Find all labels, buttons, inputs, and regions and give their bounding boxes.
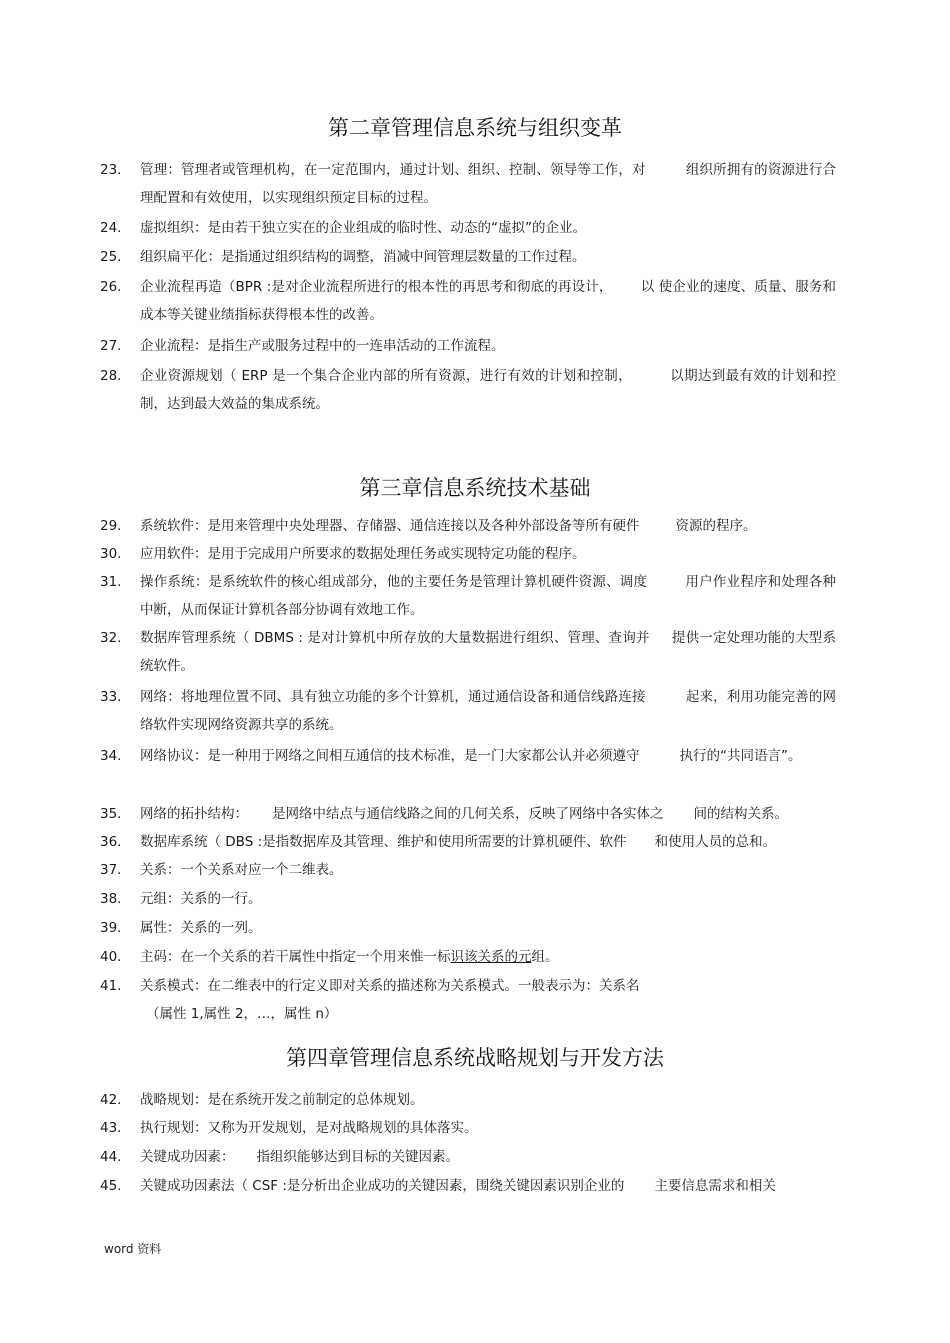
page-footer: word 资料 <box>104 1242 162 1256</box>
item-text: 关键成功因素法（ CSF :是分析出企业成功的关键因素，围绕关键因素识别企业的 <box>140 1178 625 1194</box>
list-item <box>100 1086 836 1114</box>
list-item <box>100 273 836 329</box>
item-text: 网络的拓扑结构： <box>140 806 248 822</box>
item-text: 组。 <box>531 949 559 965</box>
item-number: 30. <box>100 546 122 562</box>
item-number: 34. <box>100 748 122 764</box>
list-item <box>100 624 836 680</box>
item-text: 资源的程序。 <box>675 518 757 534</box>
item-number: 26. <box>100 279 122 295</box>
item-number: 24. <box>100 220 122 236</box>
item-text: 元组：关系的一行。 <box>140 891 262 907</box>
item-text-underlined: 识该关系的元 <box>450 949 532 965</box>
item-number: 39. <box>100 920 122 936</box>
item-text: 组织所拥有的资源进行合理配置和有效使用，以实现组织预定目标的过程。 <box>140 162 837 206</box>
item-text: 关系：一个关系对应一个二维表。 <box>140 862 343 878</box>
item-number: 41. <box>100 978 122 994</box>
list-item <box>100 1114 836 1142</box>
item-number: 45. <box>100 1178 122 1194</box>
item-text: 系统软件：是用来管理中央处理器、存储器、通信连接以及各种外部设备等所有硬件 <box>140 518 640 534</box>
item-text: 执行的“共同语言”。 <box>679 748 802 764</box>
item-text: 属性：关系的一列。 <box>140 920 262 936</box>
list-item <box>100 540 836 568</box>
item-text: 用户作业程序和处理各种中断，从而保证计算机各部分协调有效地工作。 <box>140 574 837 618</box>
item-number: 29. <box>100 518 122 534</box>
item-text: 指组织能够达到目标的关键因素。 <box>256 1149 459 1165</box>
item-text: 和使用人员的总和。 <box>654 834 777 850</box>
list-item <box>100 332 836 360</box>
item-text: 关键成功因素： <box>140 1149 235 1165</box>
item-number: 43. <box>100 1120 122 1136</box>
item-text: 执行规划：又称为开发规划，是对战略规划的具体落实。 <box>140 1120 478 1136</box>
list-item <box>100 828 836 856</box>
list-item <box>100 885 836 913</box>
item-number: 36. <box>100 834 122 850</box>
item-text: 应用软件：是用于完成用户所要求的数据处理任务或实现特定功能的程序。 <box>140 546 586 562</box>
list-item <box>100 683 836 739</box>
item-number: 31. <box>100 574 122 590</box>
item-text: 组织扁平化：是指通过组织结构的调整，消减中间管理层数量的工作过程。 <box>140 249 586 265</box>
chapter-title: 第三章信息系统技术基础 <box>359 476 591 500</box>
item-number: 38. <box>100 891 122 907</box>
item-text: （属性 1,属性 2，…，属性 n） <box>146 1006 338 1022</box>
item-number: 25. <box>100 249 122 265</box>
item-text: 是网络中结点与通信线路之间的几何关系，反映了网络中各实体之 <box>272 806 664 822</box>
item-text: 间的结构关系。 <box>693 806 788 822</box>
item-text: 主要信息需求和相关 <box>654 1178 776 1194</box>
list-item <box>100 914 836 942</box>
list-item <box>100 156 836 212</box>
item-number: 37. <box>100 862 122 878</box>
list-item <box>100 972 836 1028</box>
list-item <box>100 214 836 242</box>
chapter-title: 第四章管理信息系统战略规划与开发方法 <box>286 1046 664 1070</box>
item-number: 23. <box>100 162 122 178</box>
item-number: 28. <box>100 368 122 384</box>
chapter-title: 第二章管理信息系统与组织变革 <box>328 116 622 140</box>
list-item <box>100 512 836 540</box>
item-text: 网络协议：是一种用于网络之间相互通信的技术标准，是一门大家都公认并必须遵守 <box>140 748 640 764</box>
item-text: 企业流程再造（BPR :是对企业流程所进行的根本性的再思考和彻底的再设计， <box>140 279 613 295</box>
item-text: 数据库系统（ DBS :是指数据库及其管理、维护和使用所需要的计算机硬件、软件 <box>140 834 627 850</box>
list-item <box>100 362 836 418</box>
item-text: 网络：将地理位置不同、具有独立功能的多个计算机，通过通信设备和通信线路连接 <box>140 689 646 705</box>
item-text: 以 使企业的速度、质量、服务和成本等关键业绩指标获得根本性的改善。 <box>140 279 837 323</box>
list-item <box>100 800 836 828</box>
item-number: 33. <box>100 689 122 705</box>
item-text: 主码：在一个关系的若干属性中指定一个用来惟一标 <box>140 949 451 965</box>
list-item <box>100 856 836 884</box>
item-number: 42. <box>100 1092 122 1108</box>
item-number: 40. <box>100 949 122 965</box>
item-text: 企业流程：是指生产或服务过程中的一连串活动的工作流程。 <box>140 338 505 354</box>
item-text: 操作系统：是系统软件的核心组成部分，他的主要任务是管理计算机硬件资源、调度 <box>140 574 648 590</box>
item-text: 企业资源规划（ ERP 是一个集合企业内部的所有资源，进行有效的计划和控制， <box>140 368 632 384</box>
item-text: 关系模式：在二维表中的行定义即对关系的描述称为关系模式。一般表示为：关系名 <box>140 978 640 994</box>
list-item <box>100 568 836 624</box>
list-item <box>100 943 836 971</box>
item-text: 虚拟组织：是由若干独立实在的企业组成的临时性、动态的“虚拟”的企业。 <box>140 220 586 236</box>
item-text: 战略规划：是在系统开发之前制定的总体规划。 <box>140 1092 424 1108</box>
item-text: 管理：管理者或管理机构，在一定范围内，通过计划、组织、控制、领导等工作，对 <box>140 162 646 178</box>
item-text: 以期达到最有效的计划和控制，达到最大效益的集成系统。 <box>140 368 837 412</box>
item-text: 数据库管理系统（ DBMS : 是对计算机中所存放的大量数据进行组织、管理、查询并 <box>140 630 650 646</box>
list-item <box>100 1143 836 1171</box>
item-number: 27. <box>100 338 122 354</box>
list-item <box>100 1172 836 1200</box>
item-number: 35. <box>100 806 122 822</box>
item-text: 提供一定处理功能的大型系统软件。 <box>140 630 837 674</box>
item-number: 32. <box>100 630 122 646</box>
list-item <box>100 742 836 770</box>
item-number: 44. <box>100 1149 122 1165</box>
list-item <box>100 243 836 271</box>
item-text: 起来，利用功能完善的网络软件实现网络资源共享的系统。 <box>140 689 837 733</box>
